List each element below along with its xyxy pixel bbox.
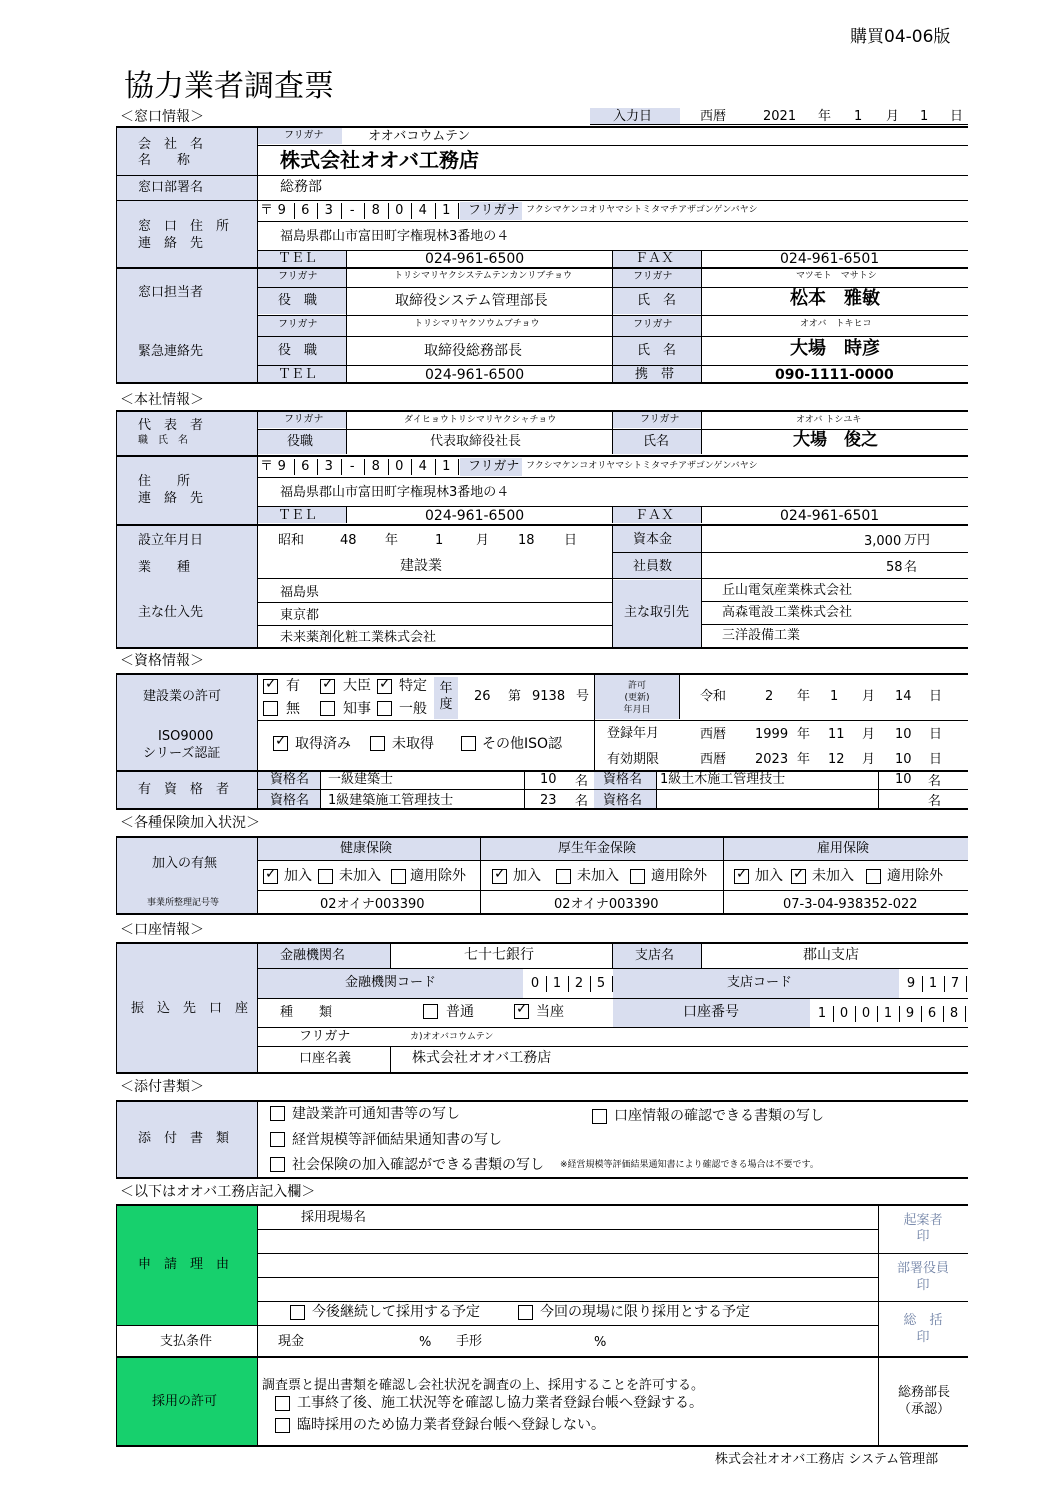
digit-cell: 1 <box>435 203 460 219</box>
version-label: 購買04-06版 <box>850 27 951 47</box>
iso-acquired-label: 取得済み <box>295 736 351 752</box>
kenko-mikanyu-checkbox[interactable] <box>318 869 333 884</box>
digit-cell: 6 <box>294 459 319 475</box>
mado-fax-label: ＦＡＸ <box>635 251 675 266</box>
kyoka-day[interactable]: 14 <box>895 689 912 704</box>
shikaku-count[interactable]: 23 <box>540 793 557 808</box>
shikaku-unit: 名 <box>928 794 942 809</box>
section-kinyu: ＜以下はオオバ工務店記入欄＞ <box>120 1184 316 1200</box>
iso-exp-day[interactable]: 10 <box>895 752 912 767</box>
setsuritsu-day[interactable]: 18 <box>518 533 535 548</box>
kinkyu-name-furigana-label: フリガナ <box>633 319 673 330</box>
setsuritsu-era: 昭和 <box>278 533 305 548</box>
kenko-mikanyu-label: 未加入 <box>339 868 381 884</box>
shiire-label: 主な仕入先 <box>138 605 204 620</box>
company-furigana[interactable]: オオバコウムテン <box>368 129 471 144</box>
torihiki-item[interactable]: 三洋設備工業 <box>722 628 801 643</box>
iso-reg-year[interactable]: 1999 <box>755 727 789 742</box>
digit-cell: 0 <box>388 203 413 219</box>
holder-label: 口座名義 <box>299 1051 352 1066</box>
dept-value[interactable]: 総務部 <box>280 179 322 195</box>
iso-reg-era: 西暦 <box>700 727 727 742</box>
tenpu-keishin-checkbox[interactable] <box>270 1132 285 1147</box>
digit-cell: 0 <box>855 1006 878 1022</box>
iso-exp-era: 西暦 <box>700 752 727 767</box>
setsuritsu-month-unit: 月 <box>476 533 490 548</box>
holder-furigana-label: フリガナ <box>299 1029 351 1044</box>
dept-label: 窓口部署名 <box>138 180 204 195</box>
branch-name[interactable]: 郡山支店 <box>803 947 859 963</box>
koyo-kanyu-checkbox[interactable] <box>734 869 749 884</box>
iso-exp-year[interactable]: 2023 <box>755 752 789 767</box>
gyoushu-value[interactable]: 建設業 <box>400 558 442 574</box>
kinkyu-name[interactable]: 大場 時彦 <box>790 338 880 359</box>
input-date-year-unit: 年 <box>818 109 832 124</box>
honsha-tel[interactable]: 024-961-6500 <box>425 508 525 524</box>
nenkin-code[interactable]: 02オイナ003390 <box>554 897 659 912</box>
yushikaku-label: 有 資 格 者 <box>138 782 230 797</box>
mado-furigana-label: フリガナ <box>468 203 520 218</box>
kyoka-month-unit: 月 <box>862 689 876 704</box>
iso-reg-year-unit: 年 <box>797 727 811 742</box>
kyoka-dai-label: 第 <box>508 689 522 704</box>
kinkyu-title-furigana[interactable]: トリシマリヤクソウムブチョウ <box>414 319 540 329</box>
input-date-year[interactable]: 2021 <box>763 109 797 124</box>
nenkin-jogai-label: 適用除外 <box>651 868 707 884</box>
footer: 株式会社オオバ工務店 システム管理部 <box>715 1452 939 1467</box>
mado-contact-label: 連 絡 先 <box>138 236 204 251</box>
kyoka-chiji-label: 知事 <box>343 701 371 717</box>
keizoku-label: 今後継続して採用する予定 <box>312 1304 480 1320</box>
section-hoken: ＜各種保険加入状況＞ <box>120 815 260 831</box>
shikaku-name-label: 資格名 <box>270 772 310 787</box>
koyo-jogai-label: 適用除外 <box>887 868 943 884</box>
daihyo-title-label: 役職 <box>287 434 314 449</box>
shiharai-label: 支払条件 <box>160 1334 213 1349</box>
genba-label: 採用現場名 <box>301 1210 367 1225</box>
shikaku-name[interactable]: 一級建築士 <box>328 772 394 787</box>
kinkyu-mobile-label: 携 帯 <box>635 367 675 382</box>
stamp-kian-label: 起案者 <box>903 1213 943 1228</box>
digit-cell: 9 <box>900 976 923 992</box>
kenko-jogai-checkbox[interactable] <box>391 869 406 884</box>
kyoka-day-unit: 日 <box>929 689 943 704</box>
iso-unacquired-checkbox[interactable] <box>370 736 385 751</box>
company-label: 会 社 名 <box>138 137 204 152</box>
capital-value[interactable]: 3,000 <box>864 534 902 549</box>
daihyo-label: 代 表 者 <box>138 418 204 433</box>
kyoka-ippan-label: 一般 <box>399 701 427 717</box>
mado-furigana[interactable]: フクシマケンコオリヤマシトミタマチアザゴンゲンバヤシ <box>526 205 758 215</box>
kyoka-year-unit: 年 <box>797 689 811 704</box>
iso-reg-day-unit: 日 <box>929 727 943 742</box>
kyoka-daijin-label: 大臣 <box>343 678 371 694</box>
setsuritsu-label: 設立年月日 <box>138 533 204 548</box>
digit-cell: 9 <box>270 203 295 219</box>
kyoka-ari-checkbox[interactable] <box>263 679 278 694</box>
mado-address[interactable]: 福島県郡山市富田町字権現林3番地の４ <box>280 229 510 244</box>
digit-cell: 1 <box>922 976 945 992</box>
tenpu-kyoka-label: 建設業許可通知書等の写し <box>292 1106 460 1122</box>
daihyo-label-2: 職 氏 名 <box>138 435 188 446</box>
employees-value[interactable]: 58 <box>886 560 903 575</box>
kyoka-era: 令和 <box>700 689 727 704</box>
digit-cell: 0 <box>524 976 547 992</box>
keizoku-checkbox[interactable] <box>290 1305 305 1320</box>
digit-cell: 1 <box>811 1006 834 1022</box>
iso-acquired-checkbox[interactable] <box>273 736 288 751</box>
capital-unit: 万円 <box>904 533 931 548</box>
kyoka-number[interactable]: 9138 <box>532 689 566 704</box>
kinkyu-title-furigana-label: フリガナ <box>278 319 318 330</box>
hoken-koyo-title: 雇用保険 <box>817 841 870 856</box>
mado-tel-label: ＴＥＬ <box>278 251 318 266</box>
tenpu-shaho-checkbox[interactable] <box>270 1157 285 1172</box>
stamp-yakuin-in: 印 <box>916 1278 930 1293</box>
tenpu-koza-label: 口座情報の確認できる書類の写し <box>614 1108 824 1124</box>
digit-cell: 0 <box>833 1006 856 1022</box>
nenkin-jogai-checkbox[interactable] <box>630 869 645 884</box>
toza-checkbox[interactable] <box>514 1004 529 1019</box>
nenkin-kanyu-checkbox[interactable] <box>492 869 507 884</box>
digit-cell: 9 <box>270 459 295 475</box>
kyoka-year[interactable]: 2 <box>765 689 774 704</box>
setsuritsu-year-unit: 年 <box>385 533 399 548</box>
iso-reg-day[interactable]: 10 <box>895 727 912 742</box>
daihyo-name-furigana[interactable]: オオバ トシユキ <box>796 415 862 425</box>
company-label-2: 名 称 <box>138 153 191 168</box>
kyoka-nashi-checkbox[interactable] <box>263 701 278 716</box>
kyoka-ippan-checkbox[interactable] <box>377 701 392 716</box>
kinkyu-label: 緊急連絡先 <box>138 344 204 359</box>
holder-name[interactable]: 株式会社オオバ工務店 <box>412 1050 552 1066</box>
shiire-item[interactable]: 東京都 <box>280 608 320 623</box>
stamp-sokatsu-in: 印 <box>916 1330 930 1345</box>
tenpu-note: ※経営規模等評価結果通知書により確認できる場合は不要です。 <box>560 1160 819 1170</box>
hoken-nenkin-title: 厚生年金保険 <box>558 841 637 856</box>
iso-exp-label: 有効期限 <box>607 752 660 767</box>
digit-cell: 1 <box>435 459 460 475</box>
section-madoguchi: ＜窓口情報＞ <box>120 109 204 125</box>
digit-cell: 8 <box>943 1006 966 1022</box>
iso-exp-year-unit: 年 <box>797 752 811 767</box>
hoken-office-label: 事業所整理記号等 <box>147 898 220 908</box>
section-tenpu: ＜添付書類＞ <box>120 1079 204 1095</box>
torihiki-item[interactable]: 丘山電気産業株式会社 <box>722 583 853 598</box>
digit-cell: - <box>341 203 366 219</box>
kenko-jogai-label: 適用除外 <box>410 868 466 884</box>
digit-cell: 5 <box>590 976 613 992</box>
honsha-furigana[interactable]: フクシマケンコオリヤマシトミタマチアザゴンゲンバヤシ <box>526 461 758 471</box>
tantou-title-furigana[interactable]: トリシマリヤクシステムテンカンリブチョウ <box>394 271 573 281</box>
input-date-month[interactable]: 1 <box>854 109 863 124</box>
digit-cell: 7 <box>944 976 967 992</box>
futsu-checkbox[interactable] <box>423 1004 438 1019</box>
honsha-zip-mark: 〒 <box>260 459 274 474</box>
daihyo-name-furigana-label: フリガナ <box>640 414 680 425</box>
daihyo-name-label: 氏名 <box>643 434 670 449</box>
mado-tel[interactable]: 024-961-6500 <box>425 251 525 267</box>
kyoka2-text: 調査票と提出書類を確認し会社状況を調査の上、採用することを許可する。 <box>262 1378 705 1393</box>
kenko-code[interactable]: 02オイナ003390 <box>320 897 425 912</box>
shikaku-unit: 名 <box>575 774 589 789</box>
input-date-month-unit: 月 <box>886 109 900 124</box>
bank-name[interactable]: 七十七銀行 <box>464 947 534 963</box>
kyoka-nashi-label: 無 <box>286 701 300 717</box>
employees-unit: 名 <box>904 560 918 575</box>
stamp-sokatsu-label: 総 括 <box>903 1313 943 1328</box>
tenpu-shaho-label: 社会保険の加入確認ができる書類の写し <box>292 1157 544 1173</box>
digit-cell: 4 <box>411 459 436 475</box>
koyo-mikanyu-label: 未加入 <box>812 868 854 884</box>
kyoka-label: 建設業の許可 <box>143 689 222 704</box>
setsuritsu-day-unit: 日 <box>564 533 578 548</box>
stamp-kian-in: 印 <box>916 1229 930 1244</box>
iso-other-label: その他ISO認 <box>482 736 563 752</box>
shikaku-name-label: 資格名 <box>603 772 643 787</box>
tenpu-keishin-label: 経営規模等評価結果通知書の写し <box>292 1132 502 1148</box>
honsha-address-label: 住 所 <box>138 474 191 489</box>
shikaku-unit: 名 <box>928 774 942 789</box>
tantou-label: 窓口担当者 <box>138 285 204 300</box>
daihyo-title-furigana[interactable]: ダイヒョウトリシマリヤクシャチョウ <box>404 415 557 425</box>
tantou-name-furigana-label: フリガナ <box>633 271 673 282</box>
input-date-era: 西暦 <box>700 109 727 124</box>
digit-cell: 3 <box>317 203 342 219</box>
kyoka-gou-label: 号 <box>576 689 590 704</box>
shikaku-name-label: 資格名 <box>270 793 310 808</box>
gyoushu-label: 業 種 <box>138 560 191 575</box>
cash-label: 現金 <box>278 1334 305 1349</box>
kinkyu-mobile[interactable]: 090-1111-0000 <box>775 367 894 383</box>
company-name[interactable]: 株式会社オオバ工務店 <box>280 148 479 172</box>
shikaku-count[interactable]: 10 <box>895 772 912 787</box>
nenkin-mikanyu-label: 未加入 <box>577 868 619 884</box>
daihyo-title-furigana-label: フリガナ <box>284 414 324 425</box>
shikaku-name-label: 資格名 <box>603 793 643 808</box>
kyoka-chiji-checkbox[interactable] <box>320 701 335 716</box>
tenpu-label: 添 付 書 類 <box>138 1131 230 1146</box>
section-shikaku: ＜資格情報＞ <box>120 653 204 669</box>
shinsei-label: 申 請 理 由 <box>138 1257 230 1272</box>
digit-cell: 0 <box>388 459 413 475</box>
shikaku-name[interactable]: 1級建築施工管理技士 <box>328 793 454 808</box>
kinkyu-tel[interactable]: 024-961-6500 <box>425 367 525 383</box>
koyo-mikanyu-checkbox[interactable] <box>791 869 806 884</box>
shikaku-name[interactable]: 1級土木施工管理技士 <box>660 772 786 787</box>
iso-exp-day-unit: 日 <box>929 752 943 767</box>
torihiki-label: 主な取引先 <box>624 605 690 620</box>
honsha-furigana-label: フリガナ <box>468 459 520 474</box>
tegata-pct: % <box>594 1335 607 1350</box>
hoken-kenko-title: 健康保険 <box>340 841 393 856</box>
honsha-fax[interactable]: 024-961-6501 <box>780 508 880 524</box>
company-furigana-label: フリガナ <box>284 130 324 141</box>
kinkyu-name-label: 氏 名 <box>637 343 677 358</box>
tantou-title-furigana-label: フリガナ <box>278 271 318 282</box>
zip-mark: 〒 <box>260 203 274 218</box>
stamp-yakuin-label: 部署役員 <box>896 1261 949 1276</box>
iso-other-checkbox[interactable] <box>461 736 476 751</box>
setsuritsu-year[interactable]: 48 <box>340 533 357 548</box>
bank-code-label: 金融機関コード <box>345 975 437 990</box>
iso-exp-month[interactable]: 12 <box>828 752 845 767</box>
input-date-day-unit: 日 <box>950 109 964 124</box>
kyoka-month[interactable]: 1 <box>830 689 839 704</box>
digit-cell: 6 <box>921 1006 944 1022</box>
digit-cell: 8 <box>364 203 389 219</box>
acct-type-label: 種 類 <box>280 1005 333 1020</box>
iso-reg-label: 登録年月 <box>607 726 660 741</box>
shikaku-unit: 名 <box>575 794 589 809</box>
input-date-label: 入力日 <box>613 109 653 124</box>
page-title: 協力業者調査票 <box>124 69 334 104</box>
kinkyu-title[interactable]: 取締役総務部長 <box>424 343 522 359</box>
kyoka-nendo-value[interactable]: 26 <box>474 689 491 704</box>
nenkin-mikanyu-checkbox[interactable] <box>556 869 571 884</box>
digit-cell: 9 <box>899 1006 922 1022</box>
tantou-name[interactable]: 松本 雅敏 <box>790 288 880 309</box>
kyoka-tokutei-checkbox[interactable] <box>377 679 392 694</box>
iso-label: ISO9000 <box>158 729 214 744</box>
capital-label: 資本金 <box>633 532 673 547</box>
section-honsha: ＜本社情報＞ <box>120 392 204 408</box>
input-date-day[interactable]: 1 <box>920 109 929 124</box>
iso-reg-month-unit: 月 <box>862 727 876 742</box>
digit-cell: - <box>341 459 366 475</box>
tantou-name-furigana[interactable]: マツモト マサトシ <box>796 271 877 281</box>
koyo-code[interactable]: 07-3-04-938352-022 <box>783 897 918 912</box>
section-koza: ＜口座情報＞ <box>120 922 204 938</box>
nenkin-kanyu-label: 加入 <box>513 868 541 884</box>
genba-gentei-label: 今回の現場に限り採用とする予定 <box>540 1304 750 1320</box>
daihyo-title[interactable]: 代表取締役社長 <box>430 434 522 449</box>
digit-cell: 8 <box>364 459 389 475</box>
daihyo-name[interactable]: 大場 俊之 <box>793 430 878 450</box>
tantou-name-label: 氏 名 <box>637 293 677 308</box>
cash-pct: % <box>419 1335 432 1350</box>
koza-label: 振 込 先 口 座 <box>131 1001 249 1016</box>
shiire-item[interactable]: 未来薬剤化粧工業株式会社 <box>280 630 437 645</box>
rinji-checkbox[interactable] <box>275 1418 290 1433</box>
shiire-item[interactable]: 福島県 <box>280 585 320 600</box>
somu-bucho-label: 総務部長 <box>897 1385 950 1400</box>
nendo-label: 年度 <box>439 681 453 712</box>
tantou-title-label: 役 職 <box>278 293 318 308</box>
kinkyu-title-label: 役 職 <box>278 343 318 358</box>
koyo-kanyu-label: 加入 <box>755 868 783 884</box>
kyoka-tokutei-label: 特定 <box>399 678 427 694</box>
honsha-address[interactable]: 福島県郡山市富田町字権現林3番地の４ <box>280 485 510 500</box>
digit-cell: 4 <box>411 203 436 219</box>
digit-cell: 1 <box>877 1006 900 1022</box>
shikaku-count[interactable]: 10 <box>540 772 557 787</box>
branch-label: 支店名 <box>635 948 675 963</box>
iso-label-2: シリーズ認証 <box>143 746 221 761</box>
honsha-fax-label: ＦＡＸ <box>635 508 675 523</box>
koyo-jogai-checkbox[interactable] <box>866 869 881 884</box>
tantou-title[interactable]: 取締役システム管理部長 <box>395 293 548 309</box>
toza-label: 当座 <box>536 1004 564 1020</box>
kyoka-ari-label: 有 <box>286 678 300 694</box>
holder-furigana[interactable]: カ)オオバコウムテン <box>410 1032 494 1042</box>
setsuritsu-month[interactable]: 1 <box>435 533 444 548</box>
kyoka-daijin-checkbox[interactable] <box>320 679 335 694</box>
tegata-label: 手形 <box>456 1334 483 1349</box>
acct-number-label: 口座番号 <box>683 1004 739 1020</box>
kinkyu-name-furigana[interactable]: オオバ トキヒコ <box>800 319 872 329</box>
touroku-checkbox[interactable] <box>275 1396 290 1411</box>
kyoka2-label: 採用の許可 <box>152 1394 218 1409</box>
honsha-contact-label: 連 絡 先 <box>138 491 204 506</box>
genba-gentei-checkbox[interactable] <box>518 1305 533 1320</box>
kyoka-date-label: 許可 (更新) 年月日 <box>623 681 651 715</box>
digit-cell: 3 <box>317 459 342 475</box>
torihiki-item[interactable]: 高森電設工業株式会社 <box>722 605 853 620</box>
employees-label: 社員数 <box>633 559 673 574</box>
tenpu-kyoka-checkbox[interactable] <box>270 1106 285 1121</box>
digit-cell: 6 <box>294 203 319 219</box>
bank-label: 金融機関名 <box>280 948 346 963</box>
kinkyu-tel-label: ＴＥＬ <box>278 367 318 382</box>
branch-code-label: 支店コード <box>727 975 793 990</box>
futsu-label: 普通 <box>446 1004 474 1020</box>
tenpu-koza-checkbox[interactable] <box>592 1109 607 1124</box>
touroku-label: 工事終了後、施工状況等を確認し協力業者登録台帳へ登録する。 <box>297 1395 703 1411</box>
mado-address-label: 窓 口 住 所 <box>138 219 230 234</box>
honsha-tel-label: ＴＥＬ <box>278 508 318 523</box>
digit-cell: 2 <box>568 976 591 992</box>
rinji-label: 臨時採用のため協力業者登録台帳へ登録しない。 <box>297 1417 605 1433</box>
somu-bucho-approval: （承認） <box>897 1402 950 1417</box>
iso-reg-month[interactable]: 11 <box>828 727 845 742</box>
mado-fax[interactable]: 024-961-6501 <box>780 251 880 267</box>
digit-cell: 1 <box>546 976 569 992</box>
iso-exp-month-unit: 月 <box>862 752 876 767</box>
kenko-kanyu-label: 加入 <box>284 868 312 884</box>
hoken-label: 加入の有無 <box>152 856 218 871</box>
iso-unacquired-label: 未取得 <box>392 736 434 752</box>
kenko-kanyu-checkbox[interactable] <box>263 869 278 884</box>
